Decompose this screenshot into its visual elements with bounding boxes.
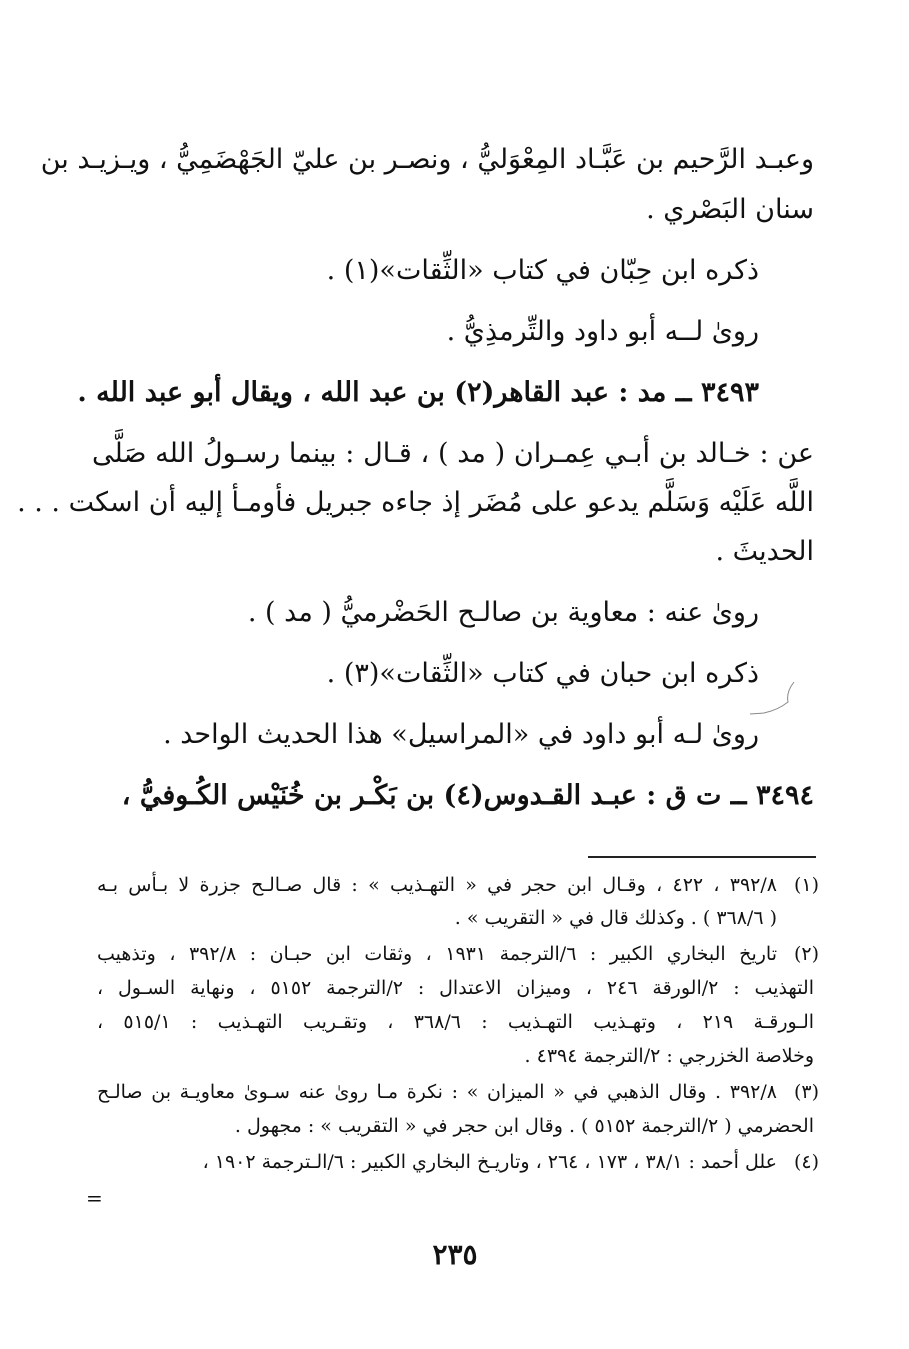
page-number: ٢٣٥ (432, 1238, 478, 1271)
footnote-line: التهذيب : ٢/الورقة ٢٤٦ ، وميزان الاعتدال : ٢/الترجمة ٥١٥٢ ، ونهاية السـول ، (97, 977, 814, 999)
entry-heading-3493: ٣٤٩٣ ــ مد : عبد القاهر(٢) بن عبد الله ، ويقال أبو عبد الله . (77, 377, 759, 408)
paragraph-line: سنان البَصْري . (646, 194, 814, 225)
footnote-number: (٣) (793, 1081, 819, 1103)
paragraph-line: وعبـد الرَّحيم بن عَبَّـاد المِعْوَليُّ ، ونصـر بن عليّ الجَهْضَمِيُّ ، ويـزيـد بن (40, 144, 814, 175)
paragraph: روىٰ لــه أبو داود والتِّرمذِيُّ . (446, 316, 759, 347)
paragraph-line: الحديثَ . (715, 536, 814, 567)
footnote-line: الحضرمي ( ٢/الترجمة ٥١٥٢ ) . وقال ابن حجر في « التقريب » : مجهول . (234, 1115, 814, 1137)
pencil-mark (728, 680, 798, 720)
footnote-number: (٢) (793, 943, 819, 965)
footnote-line: ( ٣٦٨/٦ ) . وكذلك قال في « التقريب » . (454, 907, 777, 929)
footnote-separator (588, 856, 816, 858)
footnote-number: (١) (793, 874, 819, 896)
paragraph-line: عن : خـالد بن أبـي عِمـران ( مد ) ، قـال : بينما رسـولُ الله صَلَّى (92, 438, 814, 469)
footnote-line: ٣٩٢/٨ ، ٤٢٢ ، وقـال ابن حجر في « التهـذيب » : قال صـالـح جزرة لا بـأس بـه (97, 874, 777, 896)
footnote-line: ٣٩٢/٨ . وقال الذهبي في « الميزان » : نكرة مـا روىٰ عنه سـوىٰ معاويـة بن صالـح (97, 1081, 777, 1103)
footnote-number: (٤) (793, 1151, 819, 1173)
paragraph: روىٰ لـه أبو داود في «المراسيل» هذا الحديث الواحد . (163, 719, 759, 750)
continuation-mark: = (86, 1186, 103, 1210)
paragraph-line: اللَّه عَلَيْه وَسَلَّم يدعو على مُضَر إذ جاءه جبريل فأومـأ إليه أن اسكت . . . (17, 487, 814, 518)
footnote-line: علل أحمد : ٣٨/١ ، ١٧٣ ، ٢٦٤ ، وتاريـخ البخاري الكبير : ٦/الـترجمة ١٩٠٢ ، (202, 1151, 777, 1173)
footnote-line: الـورقـة ٢١٩ ، وتهـذيب التهـذيب : ٣٦٨/٦ ، وتقـريب التهـذيب : ٥١٥/١ ، (97, 1011, 815, 1033)
footnote-line: تاريخ البخاري الكبير : ٦/الترجمة ١٩٣١ ، وثقات ابن حبـان : ٣٩٢/٨ ، وتذهيب (97, 943, 777, 965)
paragraph: ذكره ابن حِبّان في كتاب «الثِّقات»(١) . (326, 255, 759, 286)
footnote-line: وخلاصة الخزرجي : ٢/الترجمة ٤٣٩٤ . (524, 1045, 814, 1067)
paragraph: روىٰ عنه : معاوية بن صالـح الحَضْرميُّ ( مد ) . (247, 597, 759, 628)
paragraph: ذكره ابن حبان في كتاب «الثِّقات»(٣) . (326, 658, 759, 689)
entry-heading-3494: ٣٤٩٤ ــ ت ق : عبـد القـدوس(٤) بن بَكْـر بن خُنَيْس الكُـوفيُّ ، (121, 780, 814, 811)
